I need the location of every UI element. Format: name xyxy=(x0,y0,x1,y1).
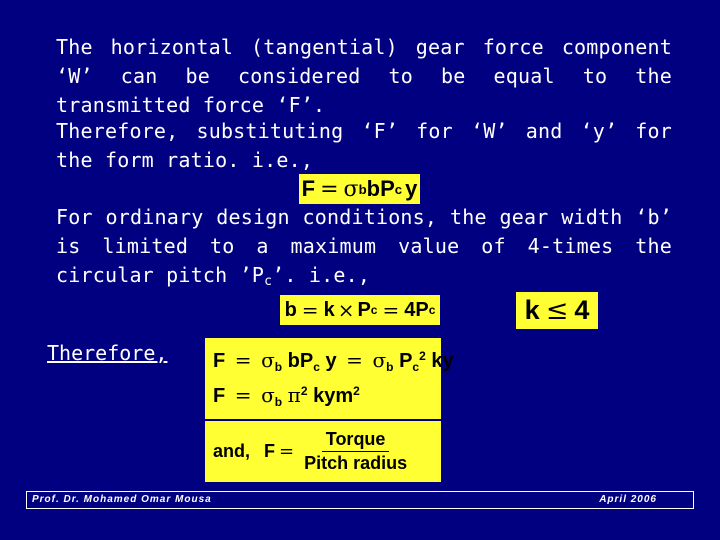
formula-text: y xyxy=(405,176,418,201)
sigma-symbol: σ xyxy=(372,348,387,373)
formula-subscript: b xyxy=(386,360,394,375)
fraction-denominator: Pitch radius xyxy=(304,453,408,473)
formula-line-2 xyxy=(213,383,360,409)
formula-text: = xyxy=(320,176,339,202)
formula-text: ≤ xyxy=(545,295,569,326)
formula-text: F xyxy=(264,441,276,461)
paragraph-transmitted-force: The horizontal (tangential) gear force component ‘W’ can be considered to be equal to the transmitted force ‘F’. xyxy=(56,35,672,117)
formula-text: ky xyxy=(431,350,454,373)
paragraph-subscript: c xyxy=(264,274,273,289)
paragraph-text: For ordinary design conditions, the gear width ‘b’ is limited to a maximum value of 4-times the circular pitch ’P xyxy=(56,205,672,287)
formula-text: and, xyxy=(213,441,251,461)
formula-text: y xyxy=(325,350,337,373)
formula-text: bP xyxy=(287,350,314,373)
formula-text: P xyxy=(357,298,371,321)
formula-text: = xyxy=(234,348,252,373)
formula-line-1 xyxy=(213,348,454,374)
footer-date: April 2006 xyxy=(599,494,657,505)
formula-text: = xyxy=(346,348,363,373)
footer-author: Prof. Dr. Mohamed Omar Mousa xyxy=(32,494,212,505)
formula-text: 4P xyxy=(404,298,429,321)
formula-text: kym xyxy=(313,384,354,407)
formula-text: F xyxy=(301,176,316,201)
formula-subscript: c xyxy=(412,360,420,375)
formula-derived-force xyxy=(205,338,454,419)
sigma-symbol: σ xyxy=(343,176,359,202)
formula-subscript: c xyxy=(370,303,378,317)
formula-subscript: c xyxy=(313,360,320,375)
formula-text: = xyxy=(382,298,400,322)
sigma-symbol: σ xyxy=(261,382,275,407)
formula-subscript: c xyxy=(428,303,436,317)
formula-superscript: 2 xyxy=(300,383,308,398)
formula-text: = xyxy=(279,441,295,462)
formula-text: b xyxy=(284,298,297,321)
formula-text: F xyxy=(213,350,226,373)
formula-subscript: b xyxy=(274,394,283,409)
fraction xyxy=(300,429,411,474)
sigma-symbol: σ xyxy=(261,348,275,373)
formula-lewis-equation xyxy=(299,174,420,204)
formula-text: = xyxy=(234,382,252,407)
formula-subscript: c xyxy=(394,181,403,197)
formula-superscript: 2 xyxy=(419,349,426,364)
paragraph-substitution: Therefore, substituting ‘F’ for ‘W’ and ‘y’ for the form ratio. i.e., xyxy=(56,119,672,172)
formula-text: F xyxy=(213,384,226,407)
formula-text: × xyxy=(337,298,355,322)
formula-superscript: 2 xyxy=(353,383,360,398)
footer-bar xyxy=(26,491,694,509)
fraction-numerator: Torque xyxy=(322,429,390,452)
formula-text: P xyxy=(399,350,413,373)
formula-gear-width xyxy=(280,295,440,325)
pi-symbol: π xyxy=(287,382,301,407)
formula-text: bP xyxy=(366,176,395,201)
therefore-label: Therefore, xyxy=(47,341,168,365)
paragraph-text: ’. i.e., xyxy=(272,263,371,287)
formula-subscript: b xyxy=(274,360,283,375)
formula-text: k xyxy=(323,298,335,321)
paragraph-gear-width-limit xyxy=(56,203,672,296)
formula-text: k xyxy=(524,295,540,325)
formula-text: 4 xyxy=(574,295,590,325)
formula-text: = xyxy=(301,298,319,322)
formula-subscript: b xyxy=(358,181,367,197)
formula-k-limit xyxy=(516,292,598,329)
formula-torque-force xyxy=(205,421,441,482)
